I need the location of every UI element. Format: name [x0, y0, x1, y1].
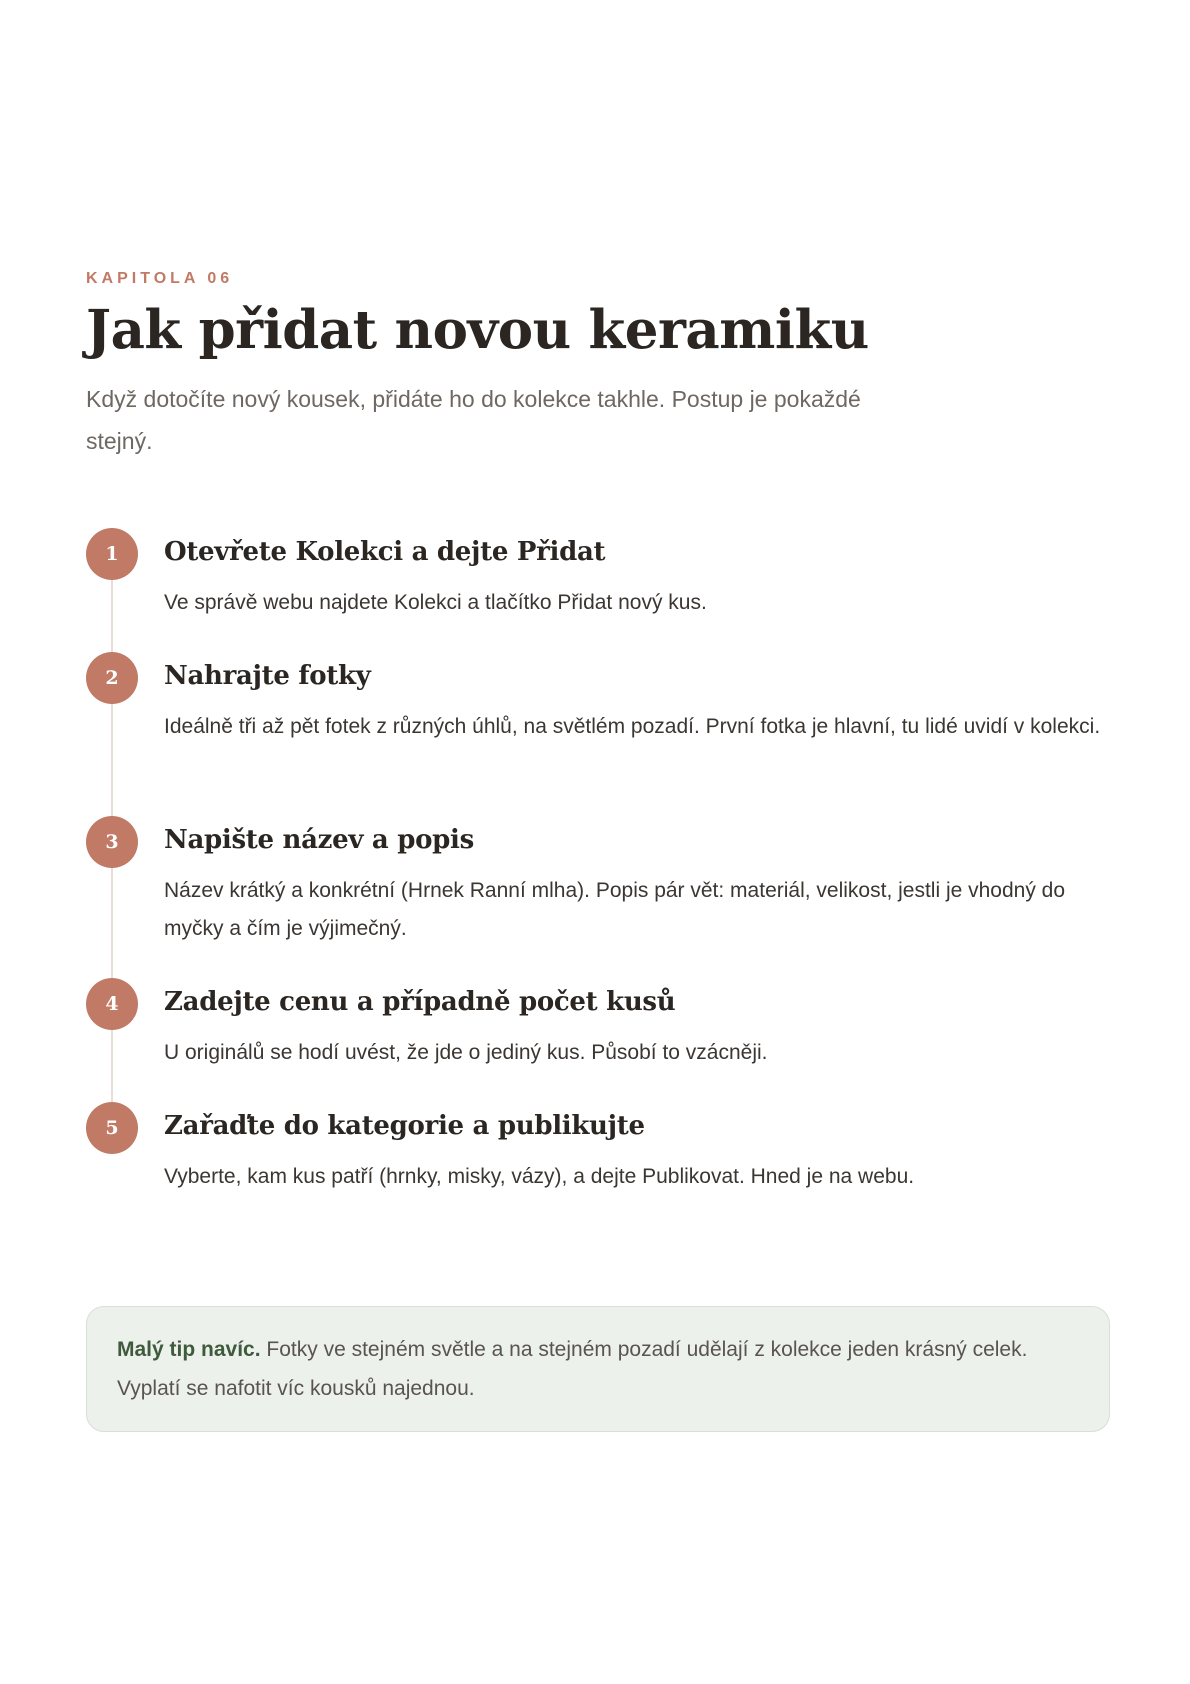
step-description: Vyberte, kam kus patří (hrnky, misky, vázy), a dejte Publikovat. Hned je na webu.: [164, 1165, 915, 1188]
step-number-badge: 1: [86, 528, 138, 580]
step-heading: Nahrajte fotky: [164, 661, 371, 691]
chapter-intro: Když dotočíte nový kousek, přidáte ho do kolekce takhle. Postup je pokaždé stejný.: [86, 386, 861, 454]
step-number-badge: 3: [86, 816, 138, 868]
step-connector: [111, 868, 113, 978]
step-heading: Zařaďte do kategorie a publikujte: [164, 1111, 645, 1141]
step-number-badge: 4: [86, 978, 138, 1030]
step-connector: [111, 580, 113, 652]
step-connector: [111, 704, 113, 816]
step-description: U originálů se hodí uvést, že jde o jediný kus. Působí to vzácněji.: [164, 1041, 768, 1064]
step-heading: Otevřete Kolekci a dejte Přidat: [164, 537, 606, 567]
step-description: Ideálně tři až pět fotek z různých úhlů, na světlém pozadí. První fotka je hlavní, tu lidé uvidí v kolekci.: [164, 715, 1101, 738]
tip-label: Malý tip navíc.: [117, 1338, 261, 1361]
step-description: Ve správě webu najdete Kolekci a tlačítko Přidat nový kus.: [164, 591, 707, 614]
step-description: Název krátký a konkrétní (Hrnek Ranní mlha). Popis pár vět: materiál, velikost, jestli je vhodný do myčky a čím je výjimečný.: [164, 879, 1066, 940]
step-number-badge: 2: [86, 652, 138, 704]
step-connector: [111, 1030, 113, 1102]
step-heading: Napište název a popis: [164, 825, 474, 855]
tip-text: Fotky ve stejném světle a na stejném pozadí udělají z kolekce jeden krásný celek. Vyplatí se nafotit víc kousků najednou.: [117, 1338, 1028, 1400]
page-title: Jak přidat novou keramiku: [86, 299, 869, 361]
tip-box: [86, 1306, 1110, 1432]
step-heading: Zadejte cenu a případně počet kusů: [164, 987, 676, 1017]
chapter-kicker: KAPITOLA 06: [86, 270, 234, 287]
step-number-badge: 5: [86, 1102, 138, 1154]
